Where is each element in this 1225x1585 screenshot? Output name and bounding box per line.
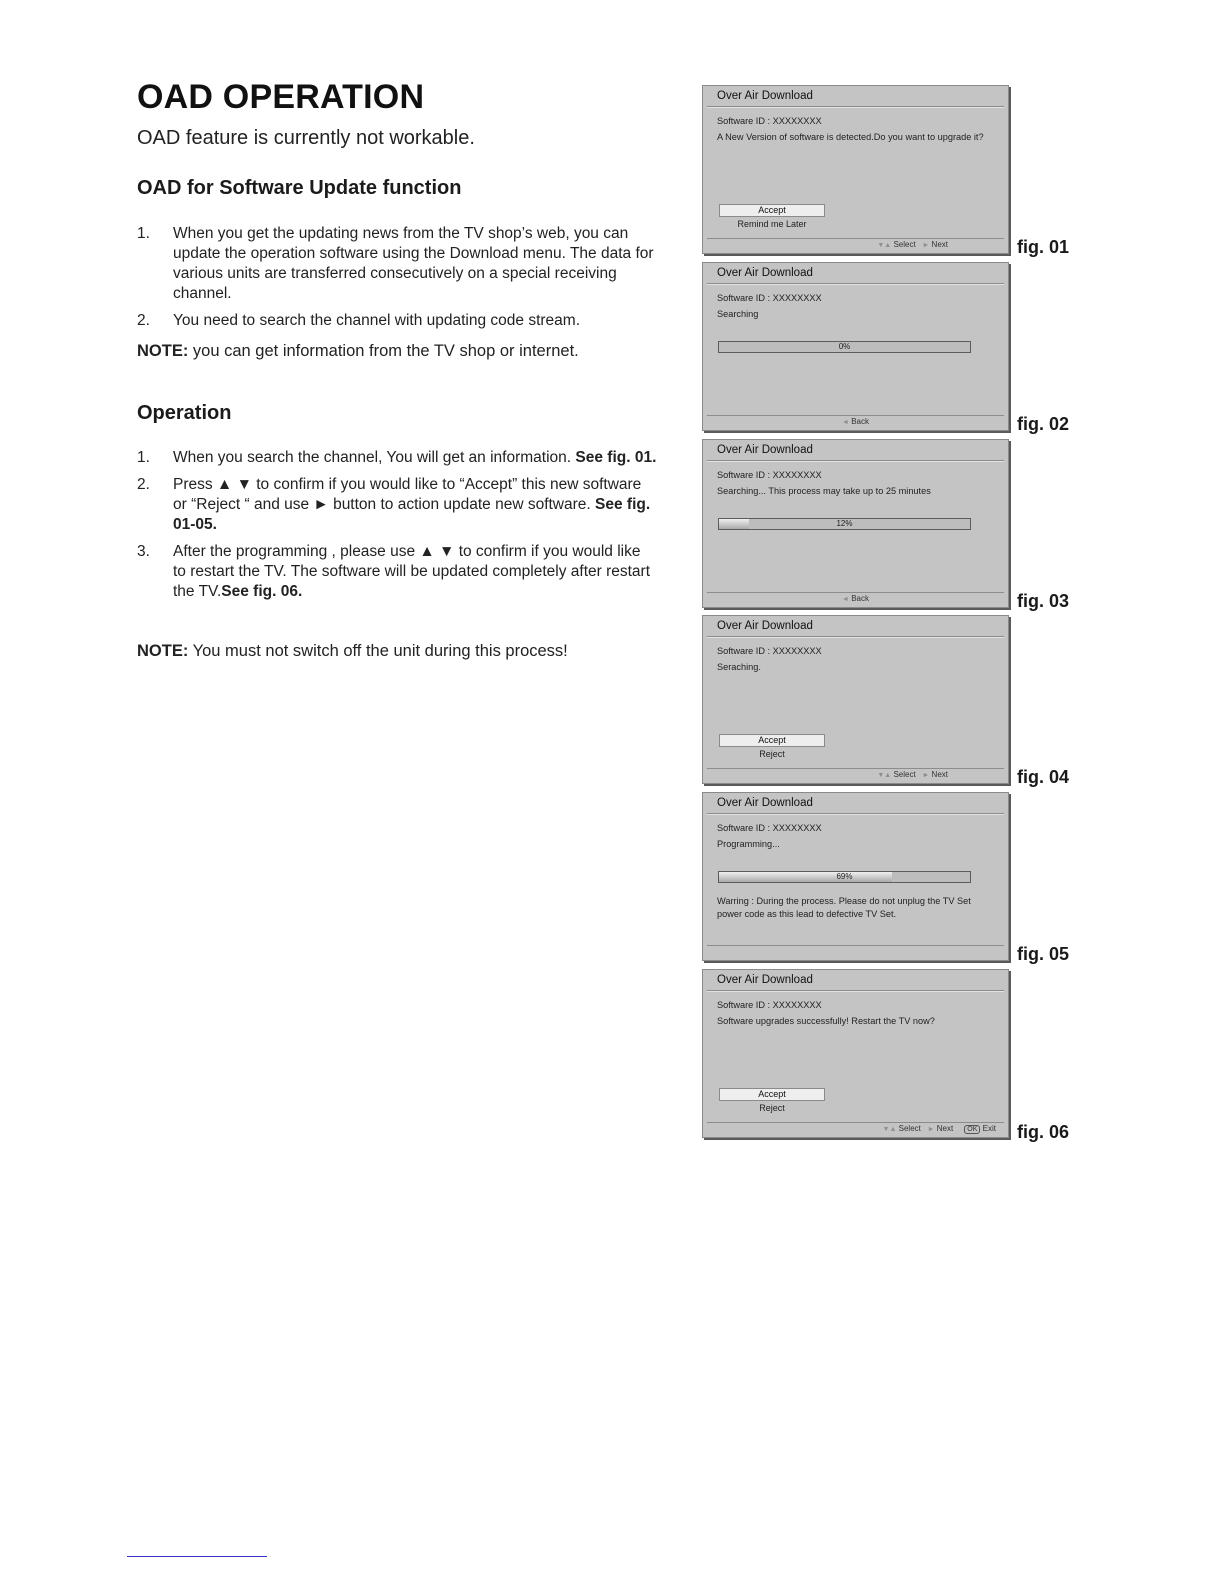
accept-button[interactable]: Accept — [719, 734, 825, 747]
osd-hints — [707, 594, 1004, 603]
list-item — [137, 311, 657, 331]
osd-hints — [877, 240, 948, 249]
section-heading-oad-update: OAD for Software Update function — [137, 177, 462, 199]
osd-hints — [877, 770, 948, 779]
progress-bar — [718, 518, 971, 530]
up-down-arrow-icon: ▼▲ — [877, 242, 892, 249]
step-text: When you get the updating news from the TV shop’s web, you can update the operation software using the Download menu. The data for various units are transferred consecutively on a special receiving channel. — [173, 225, 654, 302]
osd-title: Over Air Download — [717, 974, 813, 986]
osd-message: Software upgrades successfully! Restart the TV now? — [717, 1016, 935, 1026]
osd-screen-fig01 — [702, 85, 1009, 254]
osd-hints — [883, 1124, 996, 1133]
osd-screen-fig06 — [702, 969, 1009, 1138]
progress-percent: 69% — [836, 872, 853, 881]
step-text: After the programming , please use ▲ ▼ to confirm if you would like to restart the TV. The software will be updated completely after restart the TV. — [173, 543, 651, 600]
section-heading-operation: Operation — [137, 402, 232, 424]
step-number: 3. — [137, 543, 150, 560]
page-title: OAD OPERATION — [137, 78, 425, 116]
osd-hints — [707, 417, 1004, 426]
figure-reference: See fig. 01. — [575, 449, 657, 466]
software-id: Software ID : XXXXXXXX — [717, 116, 822, 126]
figure-reference: See fig. 06. — [221, 583, 303, 600]
back-hint: Back — [851, 417, 869, 426]
osd-title: Over Air Download — [717, 797, 813, 809]
osd-status: Searching — [717, 309, 759, 319]
osd-title: Over Air Download — [717, 90, 813, 102]
osd-message: A New Version of software is detected.Do you want to upgrade it? — [717, 132, 984, 142]
osd-screen-fig05 — [702, 792, 1009, 961]
figure-reference: See fig. 01-05. — [173, 496, 651, 533]
step-number: 1. — [137, 225, 150, 242]
osd-status: Programming... — [717, 839, 780, 849]
list-item — [137, 448, 657, 468]
note-info — [137, 342, 677, 361]
select-hint: Select — [893, 240, 916, 249]
osd-status: Searching... This process may take up to 25 minutes — [717, 486, 931, 496]
osd-divider — [707, 460, 1004, 462]
osd-divider — [707, 990, 1004, 992]
right-arrow-icon: ► — [922, 772, 930, 779]
figure-label: fig. 04 — [1017, 767, 1070, 787]
reject-option[interactable]: Reject — [759, 1103, 785, 1113]
next-hint: Next — [936, 1124, 954, 1133]
figure-label: fig. 01 — [1017, 237, 1070, 257]
osd-footer — [707, 415, 1004, 428]
step-text: Press ▲ ▼ to confirm if you would like to “Accept” this new software or “Reject “ and use ► button to action update new software. — [173, 476, 642, 513]
osd-divider — [707, 106, 1004, 108]
osd-divider — [707, 813, 1004, 815]
osd-title: Over Air Download — [717, 444, 813, 456]
step-text: You need to search the channel with updating code stream. — [173, 312, 581, 329]
osd-footer — [707, 592, 1004, 605]
figure-label: fig. 06 — [1017, 1122, 1070, 1142]
note-label: NOTE: — [137, 342, 189, 360]
back-hint: Back — [851, 594, 869, 603]
left-arrow-icon: ◄ — [842, 596, 849, 603]
remind-later-option[interactable]: Remind me Later — [737, 219, 807, 229]
select-hint: Select — [898, 1124, 921, 1133]
left-arrow-icon: ◄ — [842, 419, 849, 426]
note-text: you can get information from the TV shop or internet. — [188, 342, 579, 360]
next-hint: Next — [931, 240, 948, 249]
right-arrow-icon: ► — [927, 1126, 935, 1133]
ok-key-icon: OK — [964, 1125, 980, 1134]
accept-button[interactable]: Accept — [719, 1088, 825, 1101]
osd-warning: Warring : During the process. Please do not unplug the TV Set power code as this lead to defective TV Set. — [717, 896, 971, 919]
page-subtitle: OAD feature is currently not workable. — [137, 127, 475, 149]
note-warning — [137, 642, 677, 661]
step-number: 2. — [137, 312, 150, 329]
osd-screen-fig02 — [702, 262, 1009, 431]
oad-update-steps — [137, 224, 657, 338]
osd-screen-fig04 — [702, 615, 1009, 784]
software-id: Software ID : XXXXXXXX — [717, 1000, 822, 1010]
software-id: Software ID : XXXXXXXX — [717, 823, 822, 833]
note-text: You must not switch off the unit during this process! — [188, 642, 568, 660]
step-text: When you search the channel, You will get an information. — [173, 449, 576, 466]
exit-hint: Exit — [982, 1124, 996, 1133]
osd-title: Over Air Download — [717, 267, 813, 279]
figure-label: fig. 02 — [1017, 414, 1070, 434]
accept-button[interactable]: Accept — [719, 204, 825, 217]
osd-status: Seraching. — [717, 662, 761, 672]
list-item — [137, 542, 657, 602]
software-id: Software ID : XXXXXXXX — [717, 646, 822, 656]
osd-divider — [707, 636, 1004, 638]
right-arrow-icon: ► — [922, 242, 930, 249]
osd-divider — [707, 283, 1004, 285]
progress-bar — [718, 871, 971, 883]
osd-title: Over Air Download — [717, 620, 813, 632]
list-item — [137, 475, 657, 535]
osd-footer — [707, 238, 1004, 251]
step-number: 1. — [137, 449, 150, 466]
note-label: NOTE: — [137, 642, 189, 660]
figure-label: fig. 05 — [1017, 944, 1070, 964]
osd-footer — [707, 945, 1004, 958]
osd-screen-fig03 — [702, 439, 1009, 608]
progress-percent: 12% — [836, 519, 853, 528]
software-id: Software ID : XXXXXXXX — [717, 470, 822, 480]
select-hint: Select — [893, 770, 916, 779]
progress-bar — [718, 341, 971, 353]
osd-footer — [707, 768, 1004, 781]
up-down-arrow-icon: ▼▲ — [877, 772, 892, 779]
next-hint: Next — [931, 770, 948, 779]
osd-footer — [707, 1122, 1004, 1135]
reject-option[interactable]: Reject — [759, 749, 785, 759]
up-down-arrow-icon: ▼▲ — [882, 1126, 897, 1133]
step-number: 2. — [137, 476, 150, 493]
operation-steps — [137, 448, 657, 609]
progress-percent: 0% — [838, 342, 851, 351]
figure-label: fig. 03 — [1017, 591, 1070, 611]
software-id: Software ID : XXXXXXXX — [717, 293, 822, 303]
list-item — [137, 224, 657, 304]
footnote-rule — [127, 1556, 267, 1557]
